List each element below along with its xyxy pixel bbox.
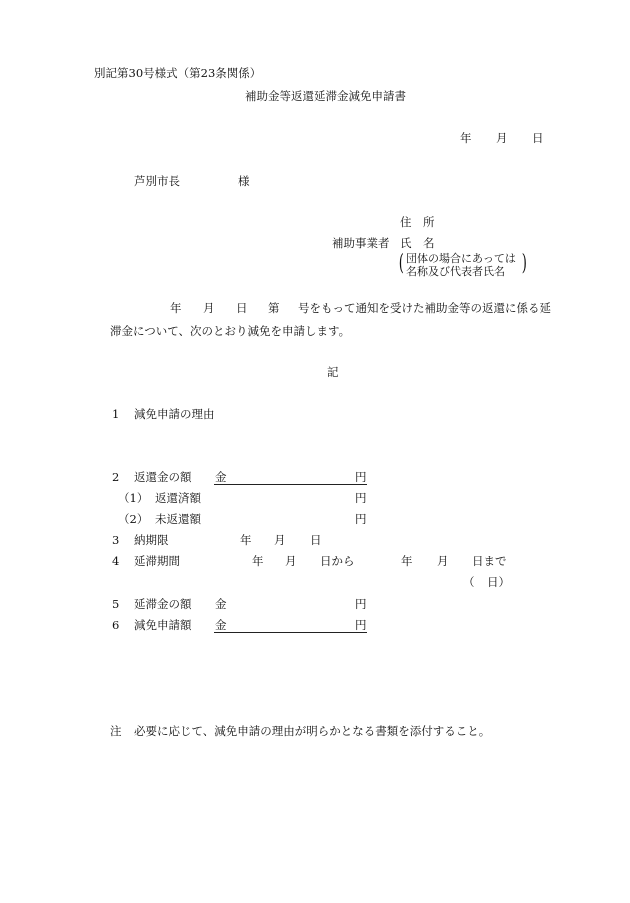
addressee-honorific: 様 xyxy=(238,174,250,188)
item2-underline xyxy=(214,484,367,485)
item4-until: 日まで xyxy=(472,554,507,568)
item4-from: 日から xyxy=(320,554,355,568)
item5-number: 5 xyxy=(112,597,120,611)
date-month-label: 月 xyxy=(496,131,508,145)
item6-number: 6 xyxy=(112,618,120,632)
item2-2-number: （2） xyxy=(118,512,149,526)
item2-1-yen: 円 xyxy=(355,491,367,505)
applicant-role: 補助事業者 xyxy=(332,236,390,250)
body-month: 月 xyxy=(203,301,215,315)
item3-number: 3 xyxy=(112,533,120,547)
item2-yen: 円 xyxy=(355,470,367,484)
org-note-line2: 名称及び代表者氏名 xyxy=(406,265,505,278)
note-label: 注 xyxy=(110,724,122,738)
item2-2-yen: 円 xyxy=(355,512,367,526)
ki-heading: 記 xyxy=(327,365,339,379)
item6-kin: 金 xyxy=(215,618,227,632)
item1-label: 減免申請の理由 xyxy=(134,407,215,421)
org-note-line1: 団体の場合にあっては xyxy=(406,252,516,265)
body-line2: 滞金について、次のとおり減免を申請します。 xyxy=(110,324,351,338)
item2-1-label: 返還済額 xyxy=(155,491,201,505)
item4-number: 4 xyxy=(112,554,120,568)
item4-label: 延滞期間 xyxy=(134,554,180,568)
item2-number: 2 xyxy=(112,470,120,484)
addressee-name: 芦別市長 xyxy=(134,174,180,188)
item2-kin: 金 xyxy=(215,470,227,484)
item3-label: 納期限 xyxy=(134,533,169,547)
body-year: 年 xyxy=(170,301,182,315)
item2-2-label: 未返還額 xyxy=(155,512,201,526)
item6-label: 減免申請額 xyxy=(134,618,192,632)
document-title: 補助金等返還延滞金減免申請書 xyxy=(245,89,406,103)
address-label: 住 所 xyxy=(400,215,435,229)
item5-yen: 円 xyxy=(355,597,367,611)
item3-year: 年 xyxy=(240,533,252,547)
date-day-label: 日 xyxy=(532,131,544,145)
org-note-close-bracket: ) xyxy=(521,251,527,276)
date-year-label: 年 xyxy=(460,131,472,145)
item3-day: 日 xyxy=(310,533,322,547)
item4-month1: 月 xyxy=(285,554,297,568)
note-text: 必要に応じて、減免申請の理由が明らかとなる書類を添付すること。 xyxy=(134,724,491,738)
name-label: 氏 名 xyxy=(400,236,435,250)
item6-yen: 円 xyxy=(355,618,367,632)
item1-number: 1 xyxy=(112,407,120,421)
item3-month: 月 xyxy=(274,533,286,547)
item6-underline xyxy=(214,632,367,633)
body-day: 日 xyxy=(236,301,248,315)
org-note-open-bracket: ( xyxy=(398,251,404,276)
item4-year2: 年 xyxy=(401,554,413,568)
item4-month2: 月 xyxy=(437,554,449,568)
item2-1-number: （1） xyxy=(118,491,149,505)
body-line1-rest: 号をもって通知を受けた補助金等の返還に係る延 xyxy=(298,301,551,315)
item4-paren-open: （ xyxy=(463,575,475,589)
form-number: 別記第30号様式（第23条関係） xyxy=(94,66,262,80)
item5-label: 延滞金の額 xyxy=(134,597,192,611)
item4-days: 日） xyxy=(487,575,510,589)
body-dai: 第 xyxy=(268,301,280,315)
item4-year1: 年 xyxy=(252,554,264,568)
item5-kin: 金 xyxy=(215,597,227,611)
item2-label: 返還金の額 xyxy=(134,470,192,484)
